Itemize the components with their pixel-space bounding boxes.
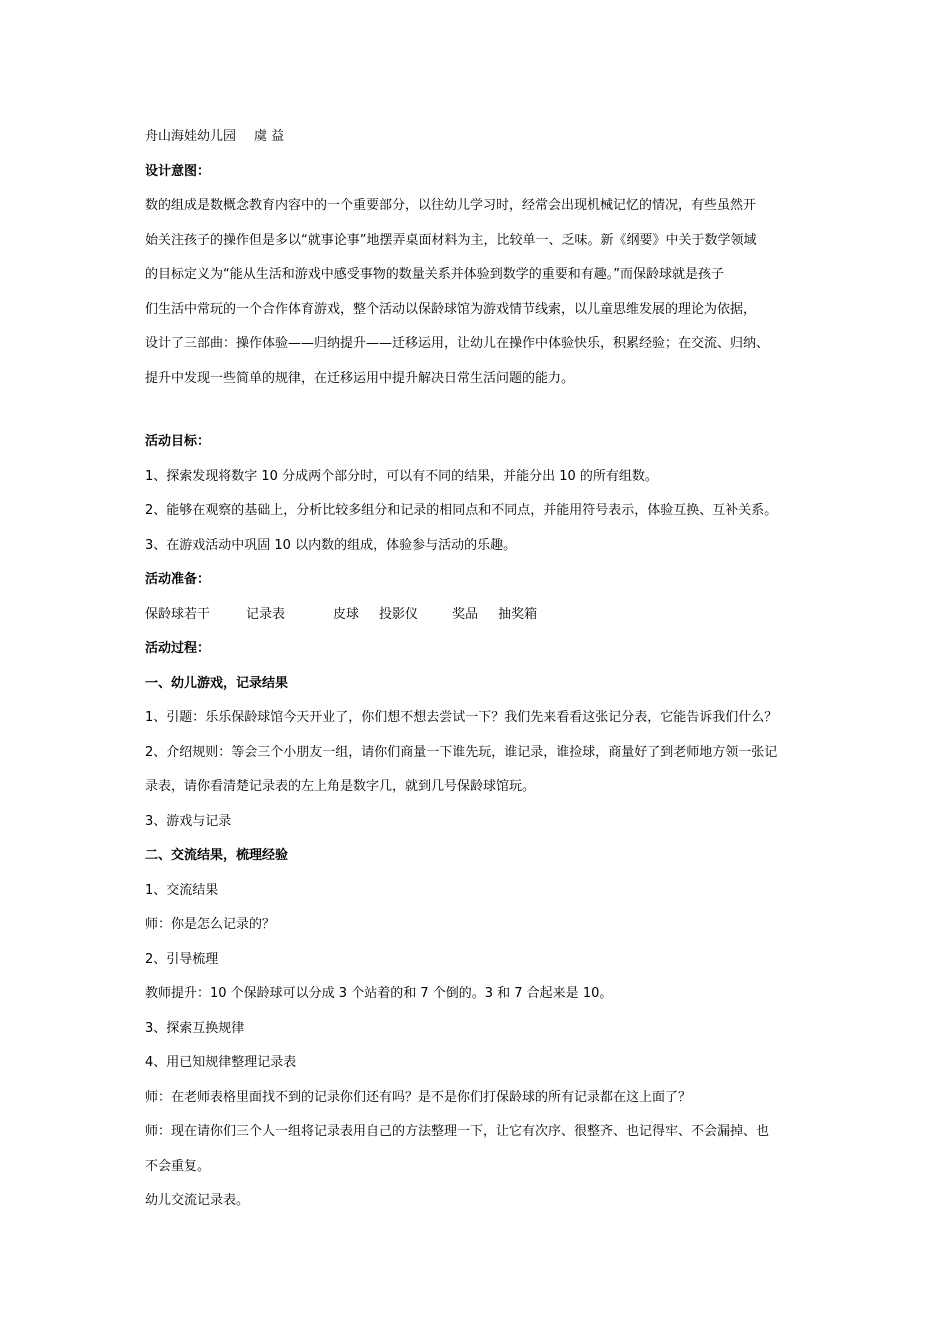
preparation-list bbox=[145, 598, 815, 633]
author-line bbox=[145, 120, 815, 155]
prep-item: 保龄球若干 bbox=[145, 606, 211, 622]
prep-item: 抽奖箱 bbox=[498, 606, 538, 622]
process-line: 1、引题：乐乐保龄球馆今天开业了，你们想不想去尝试一下？我们先来看看这张记分表，它能告诉我们什么？ bbox=[145, 710, 778, 725]
paragraph-line: 始关注孩子的操作但是多以“就事论事”地摆弄桌面材料为主，比较单一、乏味。新《纲要》中关于数学领域 bbox=[145, 232, 757, 248]
process-line: 师：在老师表格里面找不到的记录你们还有吗？是不是你们打保龄球的所有记录都在这上面了？ bbox=[145, 1089, 692, 1105]
process-line: 不会重复。 bbox=[145, 1158, 211, 1174]
prep-item: 皮球 bbox=[333, 606, 360, 622]
paragraph-line: 数的组成是数概念教育内容中的一个重要部分，以往幼儿学习时，经常会出现机械记忆的情况，有些虽然开 bbox=[145, 198, 757, 213]
school-name: 舟山海娃幼儿园 bbox=[145, 129, 237, 144]
process-line: 4、用已知规律整理记录表 bbox=[145, 1055, 297, 1070]
process-line: 3、游戏与记录 bbox=[145, 813, 232, 829]
goals-heading: 活动目标： bbox=[145, 434, 211, 449]
process-heading: 活动过程： bbox=[145, 641, 211, 656]
prep-item: 奖品 bbox=[452, 606, 479, 622]
part2-heading: 二、交流结果，梳理经验 bbox=[145, 848, 289, 863]
preparation-heading: 活动准备： bbox=[145, 572, 211, 587]
section-spacer bbox=[145, 396, 815, 425]
process-line: 教师提升：10 个保龄球可以分成 3 个站着的和 7 个倒的。3 和 7 合起来是 10。 bbox=[145, 986, 613, 1001]
process-line: 幼儿交流记录表。 bbox=[145, 1193, 250, 1208]
prep-item: 投影仪 bbox=[379, 606, 419, 622]
design-intent-heading: 设计意图： bbox=[145, 163, 211, 179]
author-name: 虞 益 bbox=[254, 129, 285, 144]
paragraph-line: 们生活中常玩的一个合作体育游戏，整个活动以保龄球馆为游戏情节线索，以儿童思维发展的理论为依据， bbox=[145, 301, 757, 317]
design-intent-body bbox=[145, 189, 815, 396]
goal-item: 1、探索发现将数字 10 分成两个部分时，可以有不同的结果，并能分出 10 的所有组数。 bbox=[145, 468, 658, 484]
process-line: 2、介绍规则：等会三个小朋友一组，请你们商量一下谁先玩，谁记录，谁捡球，商量好了到老师地方领一张记 bbox=[145, 744, 778, 760]
process-line: 2、引导梳理 bbox=[145, 951, 219, 967]
paragraph-line: 提升中发现一些简单的规律，在迁移运用中提升解决日常生活问题的能力。 bbox=[145, 370, 575, 386]
process-line: 录表，请你看清楚记录表的左上角是数字几，就到几号保龄球馆玩。 bbox=[145, 779, 536, 794]
goal-item: 2、能够在观察的基础上，分析比较多组分和记录的相同点和不同点，并能用符号表示，体验互换、互补关系。 bbox=[145, 503, 778, 518]
part1-heading: 一、幼儿游戏，记录结果 bbox=[145, 675, 289, 691]
goal-item: 3、在游戏活动中巩固 10 以内数的组成，体验参与活动的乐趣。 bbox=[145, 537, 517, 553]
process-line: 师：现在请你们三个人一组将记录表用自己的方法整理一下，让它有次序、很整齐、也记得牢、不会漏掉、也 bbox=[145, 1124, 770, 1139]
document-page bbox=[145, 120, 815, 1219]
process-line: 1、交流结果 bbox=[145, 882, 219, 898]
paragraph-line: 设计了三部曲：操作体验——归纳提升——迁移运用，让幼儿在操作中体验快乐，积累经验；在交流、归纳、 bbox=[145, 336, 770, 351]
process-line: 师：你是怎么记录的？ bbox=[145, 917, 276, 932]
process-line: 3、探索互换规律 bbox=[145, 1020, 245, 1036]
prep-item: 记录表 bbox=[246, 606, 286, 622]
paragraph-line: 的目标定义为“能从生活和游戏中感受事物的数量关系并体验到数学的重要和有趣。”而保龄球就是孩子 bbox=[145, 267, 724, 282]
